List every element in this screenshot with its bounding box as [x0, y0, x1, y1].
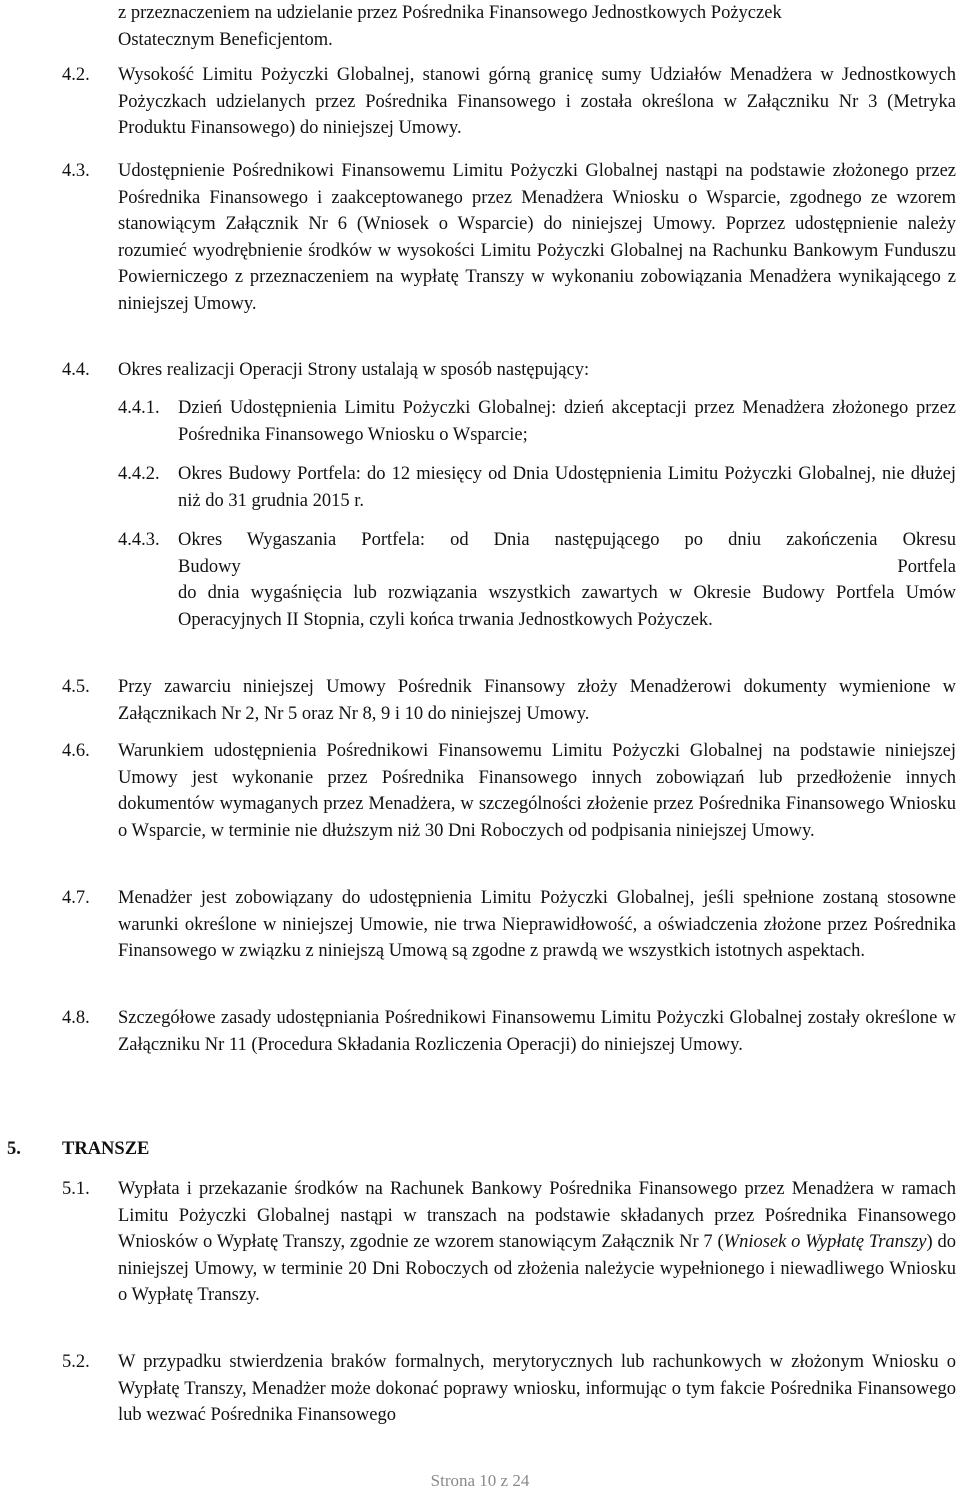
paragraph-text: Dzień Udostępnienia Limitu Pożyczki Globalnej: dzień akceptacji przez Menadżera złożonego przez Pośrednika Finansowego Wniosku o Wsparcie; [178, 398, 956, 445]
page-number-footer: Strona 10 z 24 [430, 1471, 530, 1490]
paragraph-number: 4.4.1. [118, 398, 160, 418]
paragraph-number: 4.4. [62, 360, 90, 380]
paragraph-number: 4.3. [62, 161, 90, 181]
paragraph-number: 4.7. [62, 888, 90, 908]
paragraph-text: Okres realizacji Operacji Strony ustalają w sposób następujący: [118, 360, 590, 380]
paragraph-number: 5.1. [62, 1179, 90, 1199]
paragraph-number: 4.5. [62, 677, 90, 697]
paragraph-text: Menadżer jest zobowiązany do udostępnienia Limitu Pożyczki Globalnej, jeśli spełnione zostaną stosowne warunki określone w niniejszej Umowie, nie trwa Nieprawidłowość, a oświadczenia złożone przez Pośrednika Finansowego w związku z niniejszą Umową są zgodne z prawdą we wszystkich istotnych aspektach. [118, 888, 956, 961]
paragraph-number: 5.2. [62, 1352, 90, 1372]
intro-line-2: Ostatecznym Beneficjentom. [118, 29, 333, 50]
attachment-title: Wniosek o Wypłatę Transzy [723, 1232, 927, 1252]
paragraph-text: Szczegółowe zasady udostępniania Pośrednikowi Finansowemu Limitu Pożyczki Globalnej zostały określone w Załączniku Nr 11 (Procedura Składania Rozliczenia Operacji) do niniejszej Umowy. [118, 1008, 956, 1055]
intro-line-1: z przeznaczeniem na udzielanie przez Pośrednika Finansowego Jednostkowych Pożyczek [118, 3, 782, 23]
paragraph-number: 4.8. [62, 1008, 90, 1028]
paragraph-text: Wysokość Limitu Pożyczki Globalnej, stanowi górną granicę sumy Udziałów Menadżera w Jednostkowych Pożyczkach udzielanych przez Pośrednika Finansowego i została określona w Załączniku Nr 3 (Metryka Produktu Finansowego) do niniejszej Umowy. [118, 65, 956, 138]
paragraph-text: Przy zawarciu niniejszej Umowy Pośrednik Finansowy złoży Menadżerowi dokumenty wymienione w Załącznikach Nr 2, Nr 5 oraz Nr 8, 9 i 10 do niniejszej Umowy. [118, 677, 956, 724]
paragraph-text: Warunkiem udostępnienia Pośrednikowi Finansowemu Limitu Pożyczki Globalnej na podstawie niniejszej Umowy jest wykonanie przez Pośrednika Finansowego innych zobowiązań lub przedłożenie innych dokumentów wymaganych przez Menadżera, w szczególności złożenie przez Pośrednika Finansowego Wniosku o Wsparcie, w terminie nie dłuższym niż 30 Dni Roboczych od podpisania niniejszej Umowy. [118, 741, 956, 841]
paragraph-text-part-b: ) do niniejszej Umowy, w terminie 20 Dni Roboczych od złożenia należycie wypełnionego i niewadliwego Wniosku o Wypłatę Transzy. [118, 1232, 956, 1305]
paragraph-text [118, 1176, 956, 1309]
paragraph-text: Okres Budowy Portfela: do 12 miesięcy od Dnia Udostępnienia Limitu Pożyczki Globalnej, nie dłużej niż do 31 grudnia 2015 r. [178, 464, 956, 511]
paragraph-line-1: Okres Wygaszania Portfela: od Dnia następującego po dniu zakończenia Okresu [178, 530, 956, 550]
paragraph-line-2: Budowy Portfela [178, 556, 956, 577]
paragraph-text: Udostępnienie Pośrednikowi Finansowemu Limitu Pożyczki Globalnej nastąpi na podstawie złożonego przez Pośrednika Finansowego i zaakceptowanego przez Menadżera Wniosku o Wsparcie, zgodnego ze wzorem stanowiącym Załącznik Nr 6 (Wniosek o Wsparcie) do niniejszej Umowy. Poprzez udostępnienie należy rozumieć wyodrębnienie środków w wysokości Limitu Pożyczki Globalnej na Rachunku Bankowym Funduszu Powierniczego z przeznaczeniem na wypłatę Transzy w wykonaniu zobowiązania Menadżera wynikającego z niniejszej Umowy. [118, 161, 956, 314]
paragraph-text-part-a: Wypłata i przekazanie środków na Rachunek Bankowy Pośrednika Finansowego przez Menadżera w ramach Limitu Pożyczki Globalnej nastąpi w transzach na podstawie składanych przez Pośrednika Finansowego Wniosków o Wypłatę Transzy, zgodnie ze wzorem stanowiącym Załącznik Nr 7 ( [118, 1179, 956, 1252]
paragraph-text: W przypadku stwierdzenia braków formalnych, merytorycznych lub rachunkowych w złożonym Wniosku o Wypłatę Transzy, Menadżer może dokonać poprawy wniosku, informując o tym fakcie Pośrednika Finansowego lub wezwać Pośrednika Finansowego [118, 1352, 956, 1425]
paragraph-number: 4.2. [62, 65, 90, 85]
paragraph-number: 4.6. [62, 741, 90, 761]
paragraph-number: 4.4.2. [118, 464, 160, 484]
paragraph-number: 4.4.3. [118, 530, 160, 550]
paragraph-rest: do dnia wygaśnięcia lub rozwiązania wszystkich zawartych w Okresie Budowy Portfela Umów Operacyjnych II Stopnia, czyli końca trwania Jednostkowych Pożyczek. [178, 583, 956, 630]
section-number: 5. [7, 1139, 21, 1159]
section-title: TRANSZE [62, 1139, 150, 1159]
